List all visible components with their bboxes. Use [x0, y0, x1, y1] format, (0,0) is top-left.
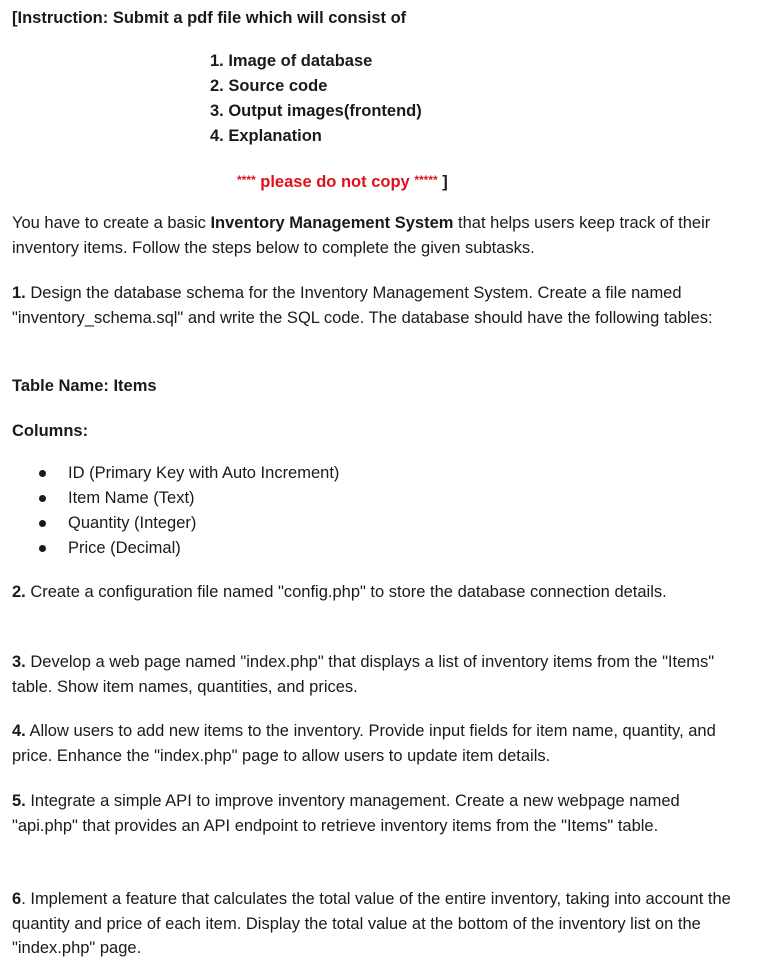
columns-list — [38, 461, 339, 561]
requirement-item: 4. Explanation — [210, 127, 322, 145]
task-number: 2. — [12, 583, 26, 601]
copy-warning — [237, 168, 448, 194]
column-item — [38, 536, 339, 561]
task-3 — [12, 650, 747, 699]
intro-prefix: You have to create a basic — [12, 214, 211, 232]
column-label: Price (Decimal) — [68, 539, 181, 557]
bullet-icon — [39, 545, 46, 552]
task-number: 5. — [12, 792, 26, 810]
task-1 — [12, 281, 747, 330]
intro-system-name: Inventory Management System — [210, 214, 454, 232]
bullet-icon — [39, 520, 46, 527]
column-label: Quantity (Integer) — [68, 514, 197, 532]
task-number: 1. — [12, 284, 26, 302]
task-6 — [12, 887, 747, 961]
task-number: 3. — [12, 653, 26, 671]
task-text: Develop a web page named "index.php" that displays a list of inventory items from the "Items" table. Show item names, quantities, and prices. — [12, 653, 715, 696]
intro-paragraph — [12, 211, 747, 260]
task-2 — [12, 580, 747, 605]
task-text: Allow users to add new items to the inventory. Provide input fields for item name, quantity, and price. Enhance the "index.php" page to allow users to update item details. — [12, 722, 716, 765]
task-text: Create a configuration file named "config.php" to store the database connection details. — [25, 583, 667, 601]
column-item — [38, 461, 339, 486]
intro-suffix: that helps users keep track of their inventory items. Follow the steps below to complete the given subtasks. — [12, 214, 711, 257]
requirement-item: 2. Source code — [210, 77, 328, 95]
warning-bracket: ] — [437, 173, 448, 191]
column-item — [38, 486, 339, 511]
task-number: 4. — [12, 722, 26, 740]
task-text: Integrate a simple API to improve inventory management. Create a new webpage named "api.php" that provides an API endpoint to retrieve inventory items from the "Items" table. — [12, 792, 680, 835]
task-text: Design the database schema for the Inventory Management System. Create a file named "inventory_schema.sql" and write the SQL code. The database should have the following tables: — [12, 284, 713, 327]
bullet-icon — [39, 470, 46, 477]
task-text: . Implement a feature that calculates the total value of the entire inventory, taking into account the quantity and price of each item. Display the total value at the bottom of the inventory list on the "index.php" page. — [12, 890, 731, 957]
requirements-list — [210, 49, 422, 149]
table-name-label: Table Name: Items — [12, 377, 157, 395]
requirement-item: 3. Output images(frontend) — [210, 102, 422, 120]
requirement-item: 1. Image of database — [210, 52, 373, 70]
task-number: 6 — [12, 890, 22, 908]
column-label: ID (Primary Key with Auto Increment) — [68, 464, 340, 482]
warning-stars-right: ***** — [414, 173, 438, 187]
column-item — [38, 511, 339, 536]
bullet-icon — [39, 495, 46, 502]
instruction-heading: [Instruction: Submit a pdf file which will consist of — [12, 9, 407, 27]
task-4 — [12, 719, 747, 768]
columns-label: Columns: — [12, 422, 89, 440]
warning-stars-left: **** — [237, 173, 256, 187]
warning-text: please do not copy — [255, 173, 415, 191]
column-label: Item Name (Text) — [68, 489, 195, 507]
task-5 — [12, 789, 747, 838]
